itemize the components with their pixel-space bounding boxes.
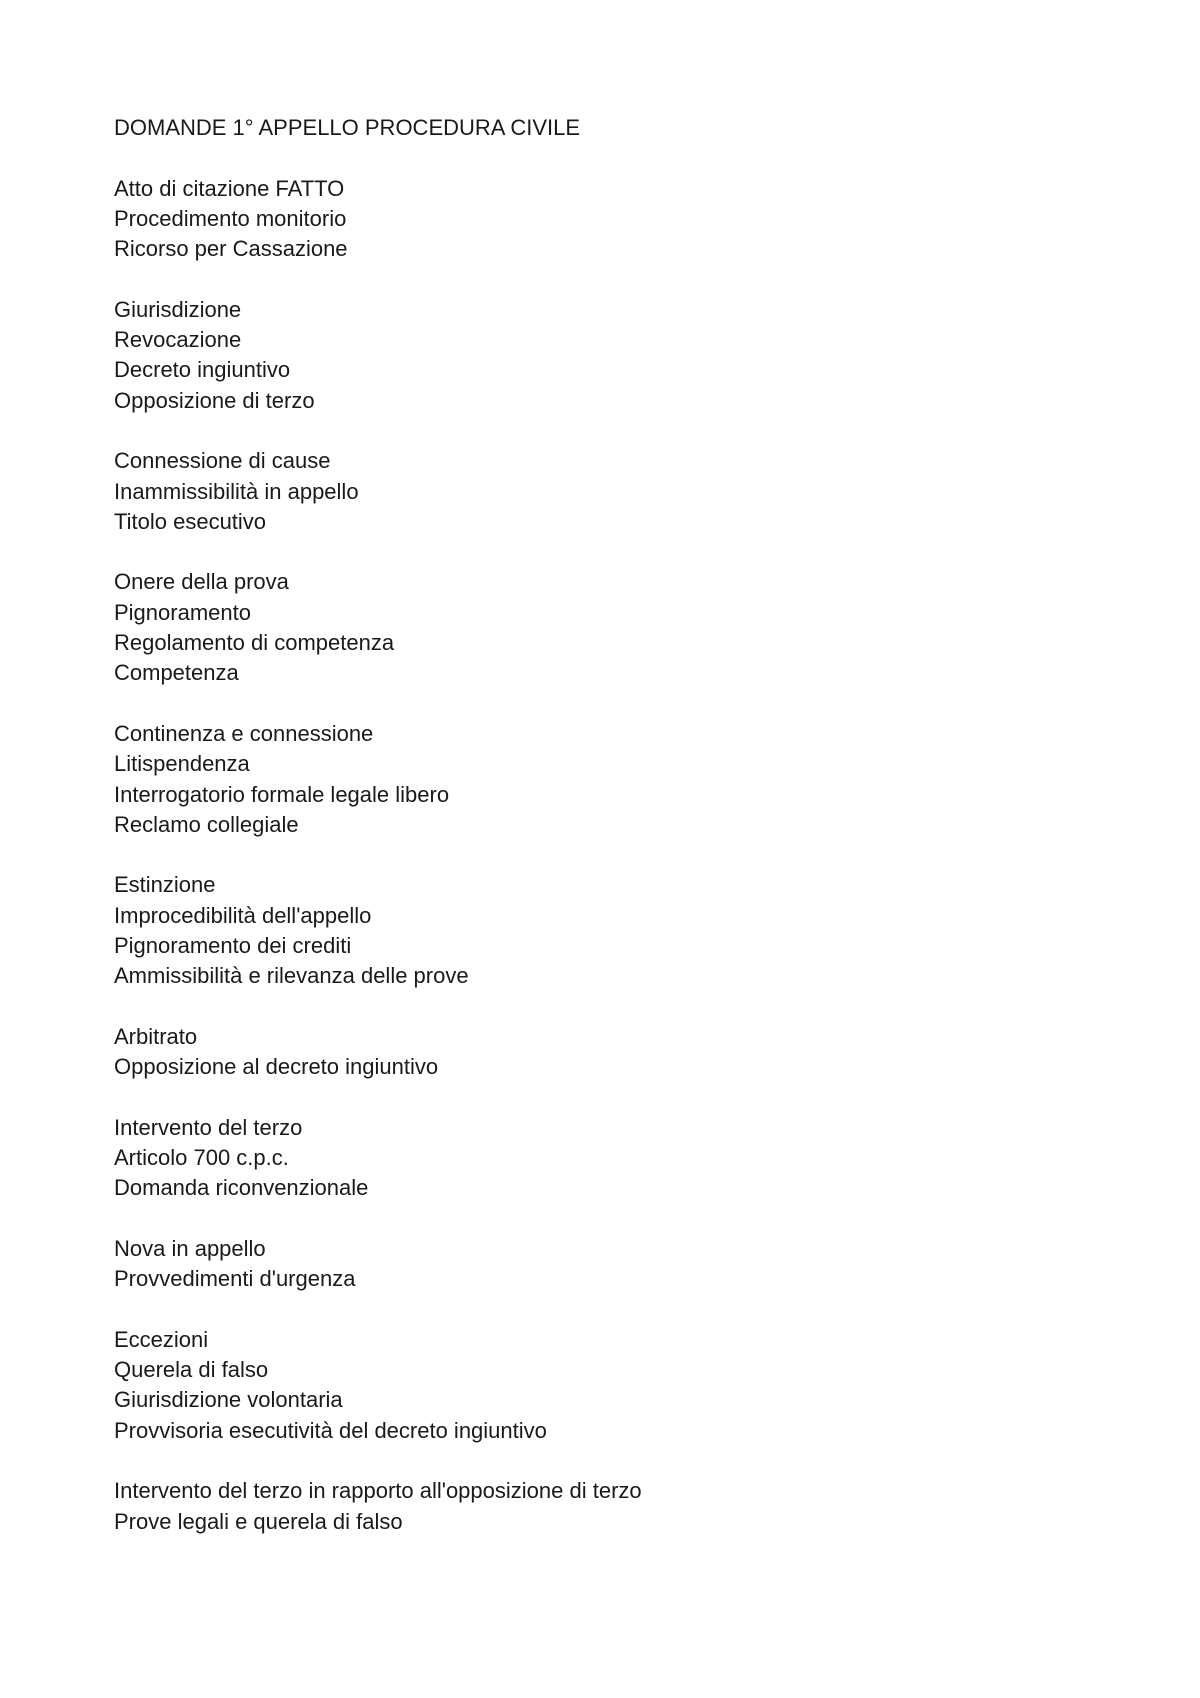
question-item: Intervento del terzo xyxy=(114,1114,303,1140)
question-group xyxy=(114,719,1114,840)
question-item: Prove legali e querela di falso xyxy=(114,1508,403,1534)
question-item: Litispendenza xyxy=(114,751,250,777)
question-item: Interrogatorio formale legale libero xyxy=(114,781,450,807)
question-item: Intervento del terzo in rapporto all'opposizione di terzo xyxy=(114,1478,642,1504)
question-group xyxy=(114,1325,1114,1446)
question-group xyxy=(114,174,1114,265)
question-item: Ricorso per Cassazione xyxy=(114,236,348,262)
question-item: Eccezioni xyxy=(114,1326,209,1352)
document-content xyxy=(114,113,1114,1537)
question-item: Opposizione al decreto ingiuntivo xyxy=(114,1054,439,1080)
question-item: Decreto ingiuntivo xyxy=(114,357,291,383)
question-item: Pignoramento xyxy=(114,599,251,625)
document-title: DOMANDE 1° APPELLO PROCEDURA CIVILE xyxy=(114,115,581,140)
question-item: Provvedimenti d'urgenza xyxy=(114,1266,356,1292)
question-item: Inammissibilità in appello xyxy=(114,478,359,504)
question-item: Opposizione di terzo xyxy=(114,387,315,413)
question-item: Articolo 700 c.p.c. xyxy=(114,1145,289,1171)
question-item: Domanda riconvenzionale xyxy=(114,1175,369,1201)
question-group xyxy=(114,870,1114,991)
question-item: Giurisdizione volontaria xyxy=(114,1387,343,1413)
question-item: Provvisoria esecutività del decreto ingiuntivo xyxy=(114,1417,547,1443)
question-item: Continenza e connessione xyxy=(114,720,374,746)
question-item: Pignoramento dei crediti xyxy=(114,933,352,959)
question-item: Arbitrato xyxy=(114,1023,198,1049)
question-item: Connessione di cause xyxy=(114,448,331,474)
question-item: Revocazione xyxy=(114,327,242,353)
question-item: Querela di falso xyxy=(114,1357,269,1383)
question-item: Nova in appello xyxy=(114,1235,266,1261)
question-item: Reclamo collegiale xyxy=(114,811,299,837)
question-group xyxy=(114,1476,1114,1537)
question-group xyxy=(114,567,1114,688)
question-item: Estinzione xyxy=(114,872,216,898)
question-item: Regolamento di competenza xyxy=(114,630,395,656)
question-item: Atto di citazione FATTO xyxy=(114,175,345,201)
question-item: Improcedibilità dell'appello xyxy=(114,902,372,928)
question-item: Onere della prova xyxy=(114,569,289,595)
question-group xyxy=(114,295,1114,416)
question-item: Ammissibilità e rilevanza delle prove xyxy=(114,963,469,989)
question-item: Giurisdizione xyxy=(114,296,242,322)
question-item: Procedimento monitorio xyxy=(114,205,347,231)
question-group xyxy=(114,1022,1114,1083)
question-item: Competenza xyxy=(114,660,239,686)
question-item: Titolo esecutivo xyxy=(114,508,267,534)
question-group xyxy=(114,446,1114,537)
question-group xyxy=(114,1113,1114,1204)
question-group xyxy=(114,1234,1114,1295)
